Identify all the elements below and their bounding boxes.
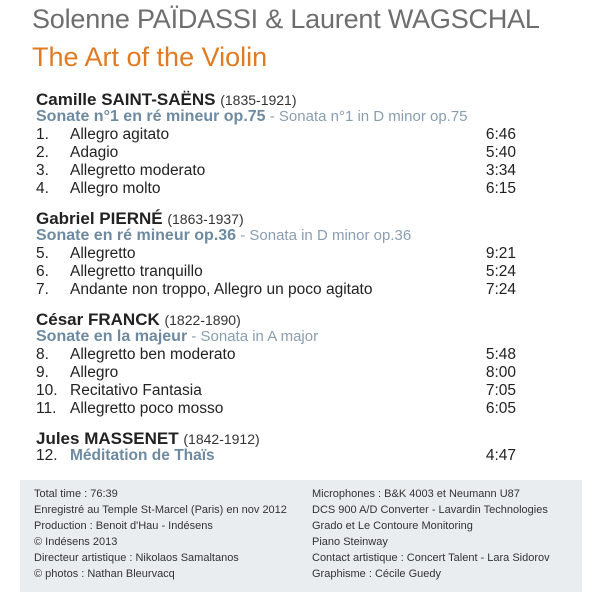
work-title-fr: Sonate en ré mineur op.36 <box>36 227 237 244</box>
composer-life: (1842-1912) <box>183 431 260 447</box>
track-row <box>36 281 516 300</box>
composer-life: (1822-1890) <box>164 312 241 328</box>
track-duration: 3:34 <box>485 162 516 179</box>
composer-life: (1863-1937) <box>167 211 244 227</box>
track-row <box>36 364 516 383</box>
credit-line: DCS 900 A/D Converter - Lavardin Technologies <box>312 504 548 516</box>
track-title: Allegro molto <box>70 180 161 197</box>
work-title <box>36 108 468 126</box>
track-row <box>36 144 516 163</box>
track-row <box>36 447 516 466</box>
track-row <box>36 245 516 264</box>
track-number: 3. <box>36 162 49 179</box>
track-row <box>36 346 516 365</box>
credit-line: Grado et Le Contoure Monitoring <box>312 520 473 532</box>
track-row <box>36 162 516 181</box>
composer-name: Camille SAINT-SAËNS <box>36 90 216 109</box>
credit-line: Enregistré au Temple St-Marcel (Paris) en nov 2012 <box>34 504 287 516</box>
track-title: Allegretto <box>70 245 136 262</box>
track-number: 4. <box>36 180 49 197</box>
track-number: 9. <box>36 364 49 381</box>
work-title <box>36 328 318 346</box>
track-number: 1. <box>36 126 49 143</box>
track-duration: 6:46 <box>485 126 516 143</box>
composer-heading <box>36 310 241 330</box>
work-title-fr: Sonate en la majeur <box>36 328 188 345</box>
composer-heading <box>36 209 244 229</box>
work-title-en: - Sonata in D minor op.36 <box>236 227 412 244</box>
track-duration: 5:24 <box>485 263 516 280</box>
track-row <box>36 382 516 401</box>
track-duration: 4:47 <box>485 447 516 464</box>
track-duration: 5:40 <box>485 144 516 161</box>
credit-line: Production : Benoit d'Hau - Indésens <box>34 520 213 532</box>
track-title: Adagio <box>70 144 119 161</box>
track-title: Allegretto tranquillo <box>70 263 203 280</box>
credits-box <box>20 480 582 592</box>
header-artists: Solenne PAÏDASSI & Laurent WAGSCHAL <box>32 4 540 34</box>
track-duration: 7:05 <box>485 382 516 399</box>
track-row <box>36 400 516 419</box>
track-title: Allegro agitato <box>70 126 170 143</box>
track-number: 2. <box>36 144 49 161</box>
credit-line: © photos : Nathan Bleurvacq <box>34 568 175 580</box>
composer-name: Gabriel PIERNÉ <box>36 209 163 228</box>
track-title: Allegretto poco mosso <box>70 400 224 417</box>
credit-line: © Indésens 2013 <box>34 536 118 548</box>
composer-name: César FRANCK <box>36 310 160 329</box>
track-title: Méditation de Thaïs <box>70 447 215 464</box>
credit-line: Microphones : B&K 4003 et Neumann U87 <box>312 488 520 500</box>
track-duration: 7:24 <box>485 281 516 298</box>
track-title: Andante non troppo, Allegro un poco agitato <box>70 281 373 298</box>
track-duration: 5:48 <box>485 346 516 363</box>
composer-name: Jules MASSENET <box>36 429 179 448</box>
work-title <box>36 227 411 245</box>
credit-line: Graphisme : Cécile Guedy <box>312 568 441 580</box>
track-title: Allegretto ben moderato <box>70 346 236 363</box>
work-title-fr: Sonate n°1 en ré mineur op.75 <box>36 108 266 125</box>
track-number: 8. <box>36 346 49 363</box>
track-title: Allegro <box>70 364 119 381</box>
work-title-en: - Sonata in A major <box>187 328 319 345</box>
track-title: Allegretto moderato <box>70 162 206 179</box>
track-title: Recitativo Fantasia <box>70 382 202 399</box>
track-duration: 8:00 <box>485 364 516 381</box>
track-number: 6. <box>36 263 49 280</box>
credit-line: Piano Steinway <box>312 536 388 548</box>
composer-heading <box>36 90 297 110</box>
work-title-en: - Sonata n°1 in D minor op.75 <box>265 108 468 125</box>
credit-line: Contact artistique : Concert Talent - Lara Sidorov <box>312 552 550 564</box>
track-row <box>36 126 516 145</box>
credit-line: Directeur artistique : Nikolaos Samaltanos <box>34 552 239 564</box>
track-row <box>36 263 516 282</box>
track-duration: 9:21 <box>485 245 516 262</box>
track-number: 12. <box>36 447 58 464</box>
track-number: 11. <box>36 400 57 417</box>
track-row <box>36 180 516 199</box>
composer-heading <box>36 429 260 449</box>
composer-life: (1835-1921) <box>220 92 297 108</box>
header-album-title: The Art of the Violin <box>32 42 268 72</box>
track-number: 5. <box>36 245 49 262</box>
track-duration: 6:05 <box>485 400 516 417</box>
track-number: 7. <box>36 281 49 298</box>
credit-line: Total time : 76:39 <box>34 488 118 500</box>
track-duration: 6:15 <box>485 180 516 197</box>
track-number: 10. <box>36 382 58 399</box>
